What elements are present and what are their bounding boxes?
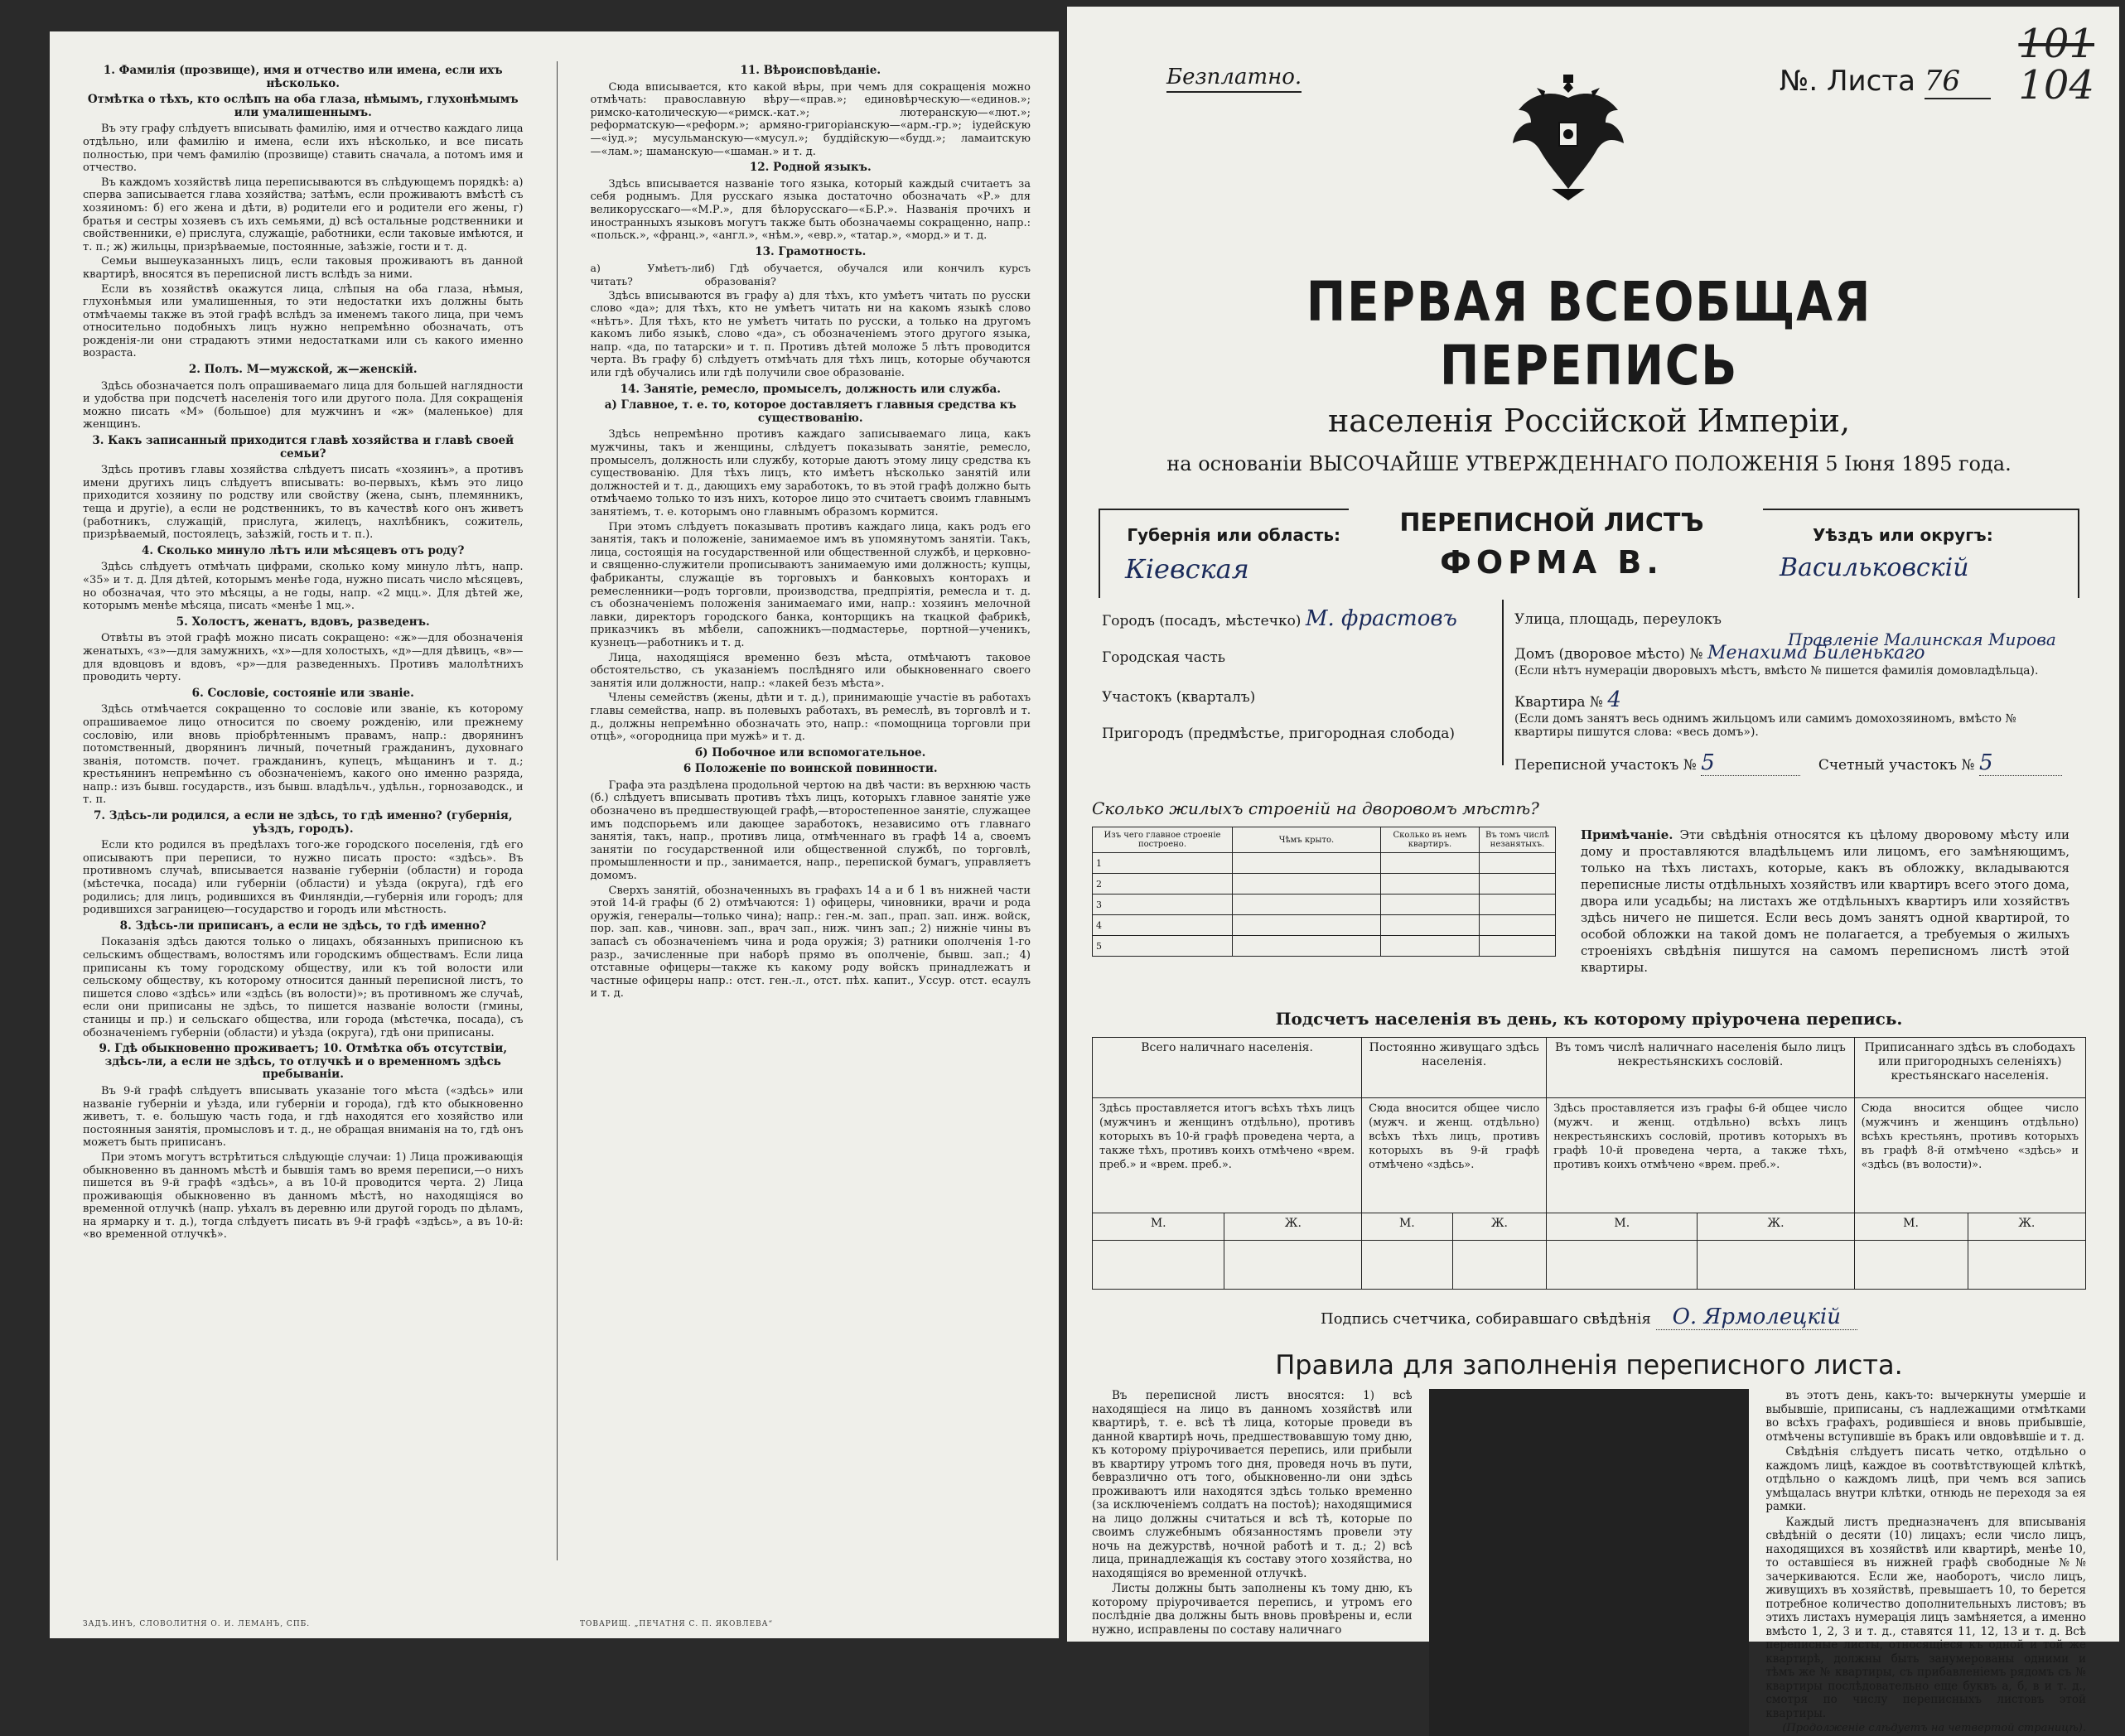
table-cell[interactable] xyxy=(1233,895,1381,915)
archive-number-old: 101 xyxy=(2018,21,2094,67)
paragraph: Отвѣты въ этой графѣ можно писать сокращено: «ж»—для обозначенія женатыхъ, «з»—для замужнихъ, «х»—для холостыхъ, «д»—для дѣвицъ, «в»—для вдовцовъ и вдовъ, «р»—для разведенныхъ. Противъ малолѣтнихъ проводить черту. xyxy=(83,632,524,684)
city-part-label: Городская часть xyxy=(1102,649,1226,666)
province-label: Губернія или область: xyxy=(1127,525,1340,545)
paragraph: Здѣсь вписываются въ графу а) для тѣхъ, кто умѣетъ читать по русски слово «да»; для тѣхъ, кто не умѣетъ читать ни на какомъ языкѣ слово «нѣтъ». Для тѣхъ, кто не умѣетъ читать по русски, а только на другомъ какомъ либо языкѣ, слово «да», съ обозначеніемъ этого другого языка, напр. «да, по татарски» и т. п. Противъ дѣтей моложе 5 лѣтъ проводится черта. Въ графу б) слѣдуетъ отмѣчать для тѣхъ лицъ, которые обучаются или гдѣ обучались или гдѣ получили свое образованіе. xyxy=(590,289,1031,380)
count-cell[interactable] xyxy=(1968,1241,2085,1290)
paragraph: Если въ хозяйствѣ окажутся лица, слѣпыя на оба глаза, нѣмыя, глухонѣмыя или умалишенныя, то эти недостатки ихъ должны быть отмѣчаемы также въ этой графѣ вслѣдъ за именемъ такого лица, при чемъ относительно подобныхъ лицъ нужно непремѣнно обозначать, отъ рожденія-ли они страдаютъ этими недостатками или съ какого именно возраста. xyxy=(83,282,524,360)
rule-paragraph: Каждый листъ предназначенъ для вписыванія свѣдѣній о десяти (10) лицахъ; если число лицъ, находящихся въ хозяйствѣ или квартирѣ, менѣе 10, то оставшіеся въ нижней графѣ свободные №№ зачеркиваются. Если же, наоборотъ, число лицъ, живущихъ въ хозяйствѣ, превышаетъ 10, то берется потребное количество дополнительныхъ листовъ; въ этихъ листахъ нумерація лицъ замѣняется, а именно вмѣсто 1, 2, 3 и т. д., ставятся 11, 12, 13 и т. д. Всѣ переписные листы, относящіеся къ одной и той же квартирѣ, должны быть занумерованы одними и тѣмъ же № квартиры, съ прибавленіемъ рядомъ съ № квартиры послѣдовательно еще буквъ а, б, в и т. д., смотря по числу переписныхъ листовъ этой квартиры. xyxy=(1765,1515,2087,1720)
signature-value[interactable]: О. Ярмолецкій xyxy=(1656,1304,1857,1330)
paragraph: Здѣсь вписывается названіе того языка, который каждый считаетъ за себя роднымъ. Для русскаго языка достаточно обозначать «Р.» для великорусскаго—«М.Р.», для бѣлорусскаго—«Б.Р.». Названія прочихъ и иностранныхъ языковъ могутъ также быть обозначаемы сокращенно, напр.: «польск.», «франц.», «англ.», «нѣм.», «евр.», «татар.», «морд.» и т. д. xyxy=(590,177,1031,243)
census-subtitle: населенія Россійской Имперіи, xyxy=(1327,403,1851,439)
section-heading: 3. Какъ записанный приходится главѣ хозяйства и главѣ своей семьи? xyxy=(92,434,514,461)
buildings-question: Сколько жилыхъ строеній на дворовомъ мѣстѣ? xyxy=(1092,798,1539,818)
male-label: М. xyxy=(1362,1213,1452,1241)
table-cell[interactable] xyxy=(1381,874,1480,895)
table-cell[interactable] xyxy=(1233,915,1381,936)
buildings-header: Изъ чего главное строеніе построено. xyxy=(1093,827,1233,853)
province-box xyxy=(1099,509,1349,598)
apartment-note: (Если домъ занятъ весь однимъ жильцомъ или самимъ домохозяиномъ, вмѣсто № квартиры пишутся слова: «весь домъ»). xyxy=(1514,712,2016,739)
section-heading: 12. Родной языкъ. xyxy=(749,161,872,175)
district-label: Уѣздъ или округъ: xyxy=(1813,525,1993,545)
signature-label: Подпись счетчика, собиравшаго свѣдѣнія xyxy=(1321,1310,1651,1328)
table-cell[interactable] xyxy=(1233,853,1381,874)
female-label: Ж. xyxy=(1224,1213,1362,1241)
section-heading: 13. Грамотность. xyxy=(755,244,867,258)
sheet-number-label: №. Листа xyxy=(1780,65,1915,98)
section-heading: 14. Занятіе, ремесло, промыселъ, должность или служба. xyxy=(620,382,1001,396)
paragraph: Здѣсь непремѣнно противъ каждаго записываемаго лица, какъ мужчины, такъ и женщины, слѣдуетъ показывать занятіе, ремесло, промыселъ, должность или службу, которые даютъ этому лицу средства къ существованію. Для тѣхъ лицъ, кто имѣетъ нѣсколько занятій или должностей и т. д., дающихъ ему заработокъ, то въ этой графѣ должно быть отмѣчаемо только то изъ нихъ, которое лицо это считаетъ своимъ главнымъ занятіемъ, т. е. которымъ оно главнымъ образомъ кормится. xyxy=(590,428,1031,518)
left-instructions-page xyxy=(50,31,1059,1638)
section-heading: Отмѣтка о тѣхъ, кто ослѣпъ на оба глаза, нѣмымъ, глухонѣмымъ или умалишеннымъ. xyxy=(87,93,519,119)
sheet-number-value: 76 xyxy=(1925,65,1991,99)
table-row xyxy=(1093,915,1556,936)
sheet-title: ПЕРЕПИСНОЙ ЛИСТЪ xyxy=(1399,509,1704,538)
table-cell[interactable] xyxy=(1381,895,1480,915)
address-divider xyxy=(1502,600,1504,765)
rule-paragraph: Свѣдѣнія слѣдуетъ писать четко, отдѣльно о каждомъ лицѣ, каждое въ соотвѣтствующей клѣткѣ, отдѣльно о каждомъ лицѣ, при чемъ вся запись умѣщалась внутри клѣтки, отнюдь не переходя за ея рамки. xyxy=(1765,1445,2087,1513)
archive-number-new: 104 xyxy=(2018,62,2094,108)
rule-paragraph: Въ переписной листъ вносятся: 1) всѣ находящіеся на лицо въ данномъ хозяйствѣ или квартирѣ, т. е. всѣ тѣ лица, которые проведи въ данной квартирѣ ночь, предшествовавшую тому дню, къ которому пріурочивается перепись, или прибыли въ квартиру утромъ того дня, проведя ночь въ пути, бевразлично отъ того, обыкновенно-ли они здѣсь проживаютъ или находятся здѣсь только временно (за исключеніемъ солдатъ на постоѣ); находящимися на лицо должны считаться и всѣ тѣ, которые по своимъ служебнымъ обязанностямъ провели эту ночь на дежурствѣ, ночной работѣ и т. д.; 2) всѣ лица, принадлежащія къ составу этого хозяйства, но находящіяся во временной отлучкѣ. xyxy=(1092,1389,1413,1580)
paragraph: Графа эта раздѣлена продольной чертою на двѣ части: въ верхнюю часть (б.) слѣдуетъ вписывать противъ тѣхъ лицъ, которыхъ главное занятіе уже обозначено въ предшествующей графѣ,—второстепенное занятіе, служащее имъ подспорьемъ или дающее заработокъ, независимо отъ главнаго занятія, такъ, напр., противъ лица, отмѣченнаго въ графѣ 14 а, своемъ занятіи по государственной или общественной службѣ, по торговлѣ, промышленности и пр., занимается, напр., перепиской бумагъ, управляетъ домомъ. xyxy=(590,779,1031,883)
paragraph: Если кто родился въ предѣлахъ того-же городского поселенія, гдѣ его описываютъ при переписи, то нужно писать просто: «здѣсь». Въ противномъ случаѣ, вписывается названіе губерніи (области) и города (мѣстечка, посада) или губерніи (области) и уѣзда (округа), гдѣ его родились; для лицъ, родившихся въ Финляндіи,—губернія или городъ; для родившихся заграницею—государство и городъ или мѣстность. xyxy=(83,839,524,917)
paragraph: Члены семействъ (жены, дѣти и т. д.), принимающіе участіе въ работахъ главы семейства, напр. въ полевыхъ работахъ, въ ремеслѣ, въ торговлѣ и т. д., должны непремѣнно обозначать это, напр.: «помощница торговли при отцѣ», «огородница при мужѣ» и т. д. xyxy=(590,692,1031,744)
male-label: М. xyxy=(1093,1213,1224,1241)
paragraph: Въ эту графу слѣдуетъ вписывать фамилію, имя и отчество каждаго лица отдѣльно, или фамилію и имена, если ихъ нѣсколько, и все писать полностью, при чемъ фамилію (прозвище) ставить сначала, а потомъ имя и отчество. xyxy=(83,123,524,175)
paragraph: Сюда вписывается, кто какой вѣры, при чемъ для сокращенія можно отмѣчать: православную вѣру—«прав.»; единовѣрческую—«единов.»; римско-католическую—«римск.-кат.»; лютеранскую—«лют.»; реформатскую—«реформ.»; армяно-григоріанскую—«арм.-гр.»; іудейскую—«іуд.»; мусульманскую—«мусул.»; буддійскую—«будд.»; ламаитскую—«лам.»; шаманскую—«шаман.» и т. д. xyxy=(590,80,1031,158)
table-cell[interactable] xyxy=(1480,895,1556,915)
house-note: (Если нѣтъ нумерацiи дворовыхъ мѣстъ, вмѣсто № пишется фамилiя домовладѣльца). xyxy=(1514,664,2039,678)
printer-imprint-right: ТОВАРИЩ. „ПЕЧАТНЯ С. П. ЯКОВЛЕВА“ xyxy=(580,1620,774,1628)
table-cell[interactable] xyxy=(1381,915,1480,936)
row-number: 5 xyxy=(1093,936,1233,957)
table-cell[interactable] xyxy=(1480,853,1556,874)
city-label: Городъ (посадъ, мѣстечко) xyxy=(1102,613,1302,629)
population-count-table xyxy=(1092,1037,2086,1290)
legal-basis: на основаніи ВЫСОЧАЙШЕ УТВЕРЖДЕННАГО ПОЛОЖЕНІЯ 5 Іюня 1895 года. xyxy=(1166,452,2012,475)
table-cell[interactable] xyxy=(1480,874,1556,895)
section-heading: 9. Гдѣ обыкновенно проживаетъ; 10. Отмѣтка объ отсутствіи, здѣсь-ли, а если не здѣсь, то отлучкѣ и о временномъ здѣсь пребываніи. xyxy=(99,1042,508,1082)
precinct-label: Участокъ (кварталъ) xyxy=(1102,689,1256,706)
pop-desc: Сюда вносится общее число (мужчинъ и женщинъ отдѣльно) всѣхъ крестьянъ, противъ которыхъ въ графѣ 8-й отмѣчено «здѣсь» и «здѣсь (въ волости)». xyxy=(1854,1098,2085,1213)
paragraph: Здѣсь противъ главы хозяйства слѣдуетъ писать «хозяинъ», а противъ имени другихъ лицъ слѣдуетъ вписывать: во-первыхъ, кѣмъ это лицо приходится хозяину по родству или свойству (жена, сынъ, племянникъ, теща и другіе), а если не родственникъ, то въ качествѣ кого онъ живетъ (работникъ, служащій, прислуга, жилецъ, нахлѣбникъ, сожитель, призрѣваемый, постоялецъ, заѣзжій, гость и т. п.). xyxy=(83,464,524,542)
note-text: Эти свѣдѣнія относятся къ цѣлому дворовому мѣсту или дому и проставляются владѣльцемъ или лицомъ, его замѣняющимъ, только на тѣхъ листахъ, которые, какъ въ обложку, вкладываются переписные листы отдѣльныхъ хозяйствъ или квартиръ всего этого дома, двора или усадьбы; на листахъ же отдѣльныхъ квартиръ или хозяйствъ здѣсь ничего не пишется. Если весь домъ занятъ одной квартирой, то особой обложки на такой домъ не полагается, а требуемыя о жилыхъ строеніяхъ свѣдѣнія пишутся на самомъ переписномъ листѣ этой квартиры. xyxy=(1581,827,2069,975)
rules-title: Правила для заполненія переписного листа. xyxy=(1275,1349,1903,1381)
table-row xyxy=(1093,936,1556,957)
section-heading: 11. Вѣроисповѣданіе. xyxy=(740,64,881,77)
pop-header: Приписаннаго здѣсь въ слободахъ или пригородныхъ селеніяхъ) крестьянскаго населенія. xyxy=(1854,1038,2085,1098)
enumerator-signature-row xyxy=(1092,1304,2086,1329)
row-number: 1 xyxy=(1093,853,1233,874)
free-label: Безплатно. xyxy=(1166,65,1302,93)
count-cell[interactable] xyxy=(1362,1241,1452,1290)
house-owner-value[interactable]: Правленіе Малинская Мирова xyxy=(1788,629,2056,649)
count-district-value[interactable]: 5 xyxy=(1979,750,2062,776)
sub-heading: а) Умѣетъ-ли читать? xyxy=(590,262,705,287)
column-divider xyxy=(557,61,558,1560)
table-cell[interactable] xyxy=(1381,936,1480,957)
paragraph: При этомъ слѣдуетъ показывать противъ каждаго лица, какъ родъ его занятія, такъ и положеніе, занимаемое имъ въ упомянутомъ занятіи. Такъ, лица, состоящія на государственной или общественной службѣ, и церковно-и священно-служители прописываютъ занимаемую ими должность; купцы, фабриканты, служащіе въ торговыхъ и банковыхъ конторахъ и ремесленники—родъ торговли, производства, предпріятія, ремесла и т. д. съ обозначеніемъ положенія занимаемаго ими, напр.: хозяинъ мелочной лавки, директоръ городского банка, конторщикъ на ткацкой фабрикѣ, приказчикъ въ мѣбели, сапожникъ—подмастерье, портной—ученикъ, кузнецъ—работникъ и т. д. xyxy=(590,520,1031,649)
count-cell[interactable] xyxy=(1854,1241,1968,1290)
district-value[interactable]: Васильковскій xyxy=(1780,553,1969,582)
form-type: ФОРМА В. xyxy=(1440,544,1664,581)
table-cell[interactable] xyxy=(1233,936,1381,957)
paragraph: Сверхъ занятій, обозначенныхъ въ графахъ 14 а и б 1 въ нижней части этой 14-й графы (б 2) отмѣчаются: 1) офицеры, чиновники, врачи и рода оружія, генералы—только чина); напр.: ген.-м. зап., прап. зап. инж. войск, пор. зап. кав., чиновн. зап., врач зап., ниж. чинъ зап.; 2) нижніе чины въ запасѣ съ обозначеніемъ чина и рода оружія; 3) ратники ополченія 1-го разр., зачисленные при наборѣ прямо въ ополченіе, бывш. зап.; 4) отставные офицеры—также къ какому роду войскъ принадлежатъ и частные офицеры напр.: отст. ген.-л., отст. пѣх. капит., Уссур. отст. есаулъ и т. д. xyxy=(590,884,1031,1001)
male-label: М. xyxy=(1854,1213,1968,1241)
census-title: ПЕРВАЯ ВСЕОБЩАЯ ПЕРЕПИСЬ xyxy=(1306,270,1872,398)
section-heading: 1. Фамилія (прозвище), имя и отчество или имена, если ихъ нѣсколько. xyxy=(103,64,503,90)
female-label: Ж. xyxy=(1698,1213,1854,1241)
row-number: 3 xyxy=(1093,895,1233,915)
population-count-title: Подсчетъ населенія въ день, къ которому пріурочена перепись. xyxy=(1275,1009,1903,1029)
note-title: Примѣчаніе. xyxy=(1581,827,1673,842)
section-heading: 7. Здѣсь-ли родился, а если не здѣсь, то гдѣ именно? (губернія, уѣздъ, городъ). xyxy=(93,809,513,836)
instructions-column-1 xyxy=(83,61,524,1560)
section-heading: 6 Положеніе по воинской повинности. xyxy=(683,762,938,776)
paragraph: При этомъ могутъ встрѣтиться слѣдующіе случаи: 1) Лица проживающія обыкновенно въ данномъ мѣстѣ и бывшія тамъ во время переписи,—о нихъ пишется въ 9-й графѣ «здѣсь», а въ 10-й проводится черта. 2) Лица проживающія обыкновенно въ данномъ мѣстѣ, но находящіяся во временной отлучкѣ (напр. уѣхалъ въ деревню или другой городъ по дѣламъ, на ярмарку и т. д.), тогда слѣдуетъ писать въ 9-й графѣ «здѣсь», а въ 10-й: «во временной отлучкѣ». xyxy=(83,1150,524,1242)
paragraph: Въ 9-й графѣ слѣдуетъ вписывать указаніе того мѣста («здѣсь» или названіе губерніи и уѣзда, или губерніи и города), гдѣ кто обыкновенно живетъ, т. е. большую часть года, и гдѣ находятся его хозяйство или постоянныя занятія, промысловъ и т. д., не обращая вниманія на то, гдѣ онъ можетъ быть приписанъ. xyxy=(83,1084,524,1150)
apartment-label: Квартира № xyxy=(1514,694,1603,711)
female-label: Ж. xyxy=(1968,1213,2085,1241)
section-heading: б) Побочное или вспомогательное. xyxy=(695,745,926,760)
pop-desc: Сюда вносится общее число (мужч. и женщ. отдѣльно) всѣхъ тѣхъ лицъ, противъ которыхъ въ 9-й графѣ отмѣчено «здѣсь». xyxy=(1362,1098,1547,1213)
rules-divider xyxy=(1429,1389,1750,1736)
section-heading: 8. Здѣсь-ли приписанъ, а если не здѣсь, то гдѣ именно? xyxy=(119,919,486,933)
rules-column-left xyxy=(1092,1389,1413,1736)
continuation-note: (Продолженіе слѣдуетъ на четвертой страницѣ). xyxy=(1782,1722,2087,1734)
census-district-value[interactable]: 5 xyxy=(1701,750,1800,776)
row-number: 4 xyxy=(1093,915,1233,936)
female-label: Ж. xyxy=(1452,1213,1547,1241)
pop-desc: Здѣсь проставляется изъ графы 6-й общее число (мужч. и женщ. отдѣльно) всѣхъ лицъ некрестьянскихъ сословій, противъ которыхъ въ графѣ 10-й проведена черта, а также тѣхъ, противъ коихъ отмѣчено «врем. преб.». xyxy=(1547,1098,1854,1213)
table-cell[interactable] xyxy=(1233,874,1381,895)
section-heading: 5. Холостъ, женатъ, вдовъ, разведенъ. xyxy=(176,615,430,629)
paragraph: Здѣсь слѣдуетъ отмѣчать цифрами, сколько кому минуло лѣтъ, напр. «35» и т. д. Для дѣтей, которымъ менѣе года, нужно писать число мѣсяцевъ, но обозначая, что это мѣсяцы, а не годы, напр. «2 мцц.». Для дѣтей же, которымъ менѣе мѣсяца, писать «менѣе 1 мц.». xyxy=(83,561,524,613)
buildings-header: Въ томъ числѣ незанятыхъ. xyxy=(1480,827,1556,853)
street-label: Улица, площадь, переулокъ xyxy=(1514,611,1722,628)
instructions-column-2 xyxy=(591,61,1031,1560)
paragraph: Семьи вышеуказанныхъ лицъ, если таковыя проживаютъ въ данной квартирѣ, вносятся въ переписной листъ вслѣдъ за ними. xyxy=(83,255,524,281)
buildings-table xyxy=(1092,827,1556,957)
table-cell[interactable] xyxy=(1480,915,1556,936)
count-cell[interactable] xyxy=(1093,1241,1224,1290)
male-label: М. xyxy=(1547,1213,1698,1241)
city-value[interactable]: М. фрастовъ xyxy=(1305,606,1457,631)
house-label: Домъ (дворовое мѣсто) № xyxy=(1514,646,1703,663)
pop-header: Постоянно живущаго здѣсь населенія. xyxy=(1362,1038,1547,1098)
table-row xyxy=(1093,853,1556,874)
pop-desc: Здѣсь проставляется итогъ всѣхъ тѣхъ лицъ (мужчинъ и женщинъ отдѣльно), противъ которыхъ въ 10-й графѣ проведена черта, а также тѣхъ, противъ коихъ отмѣчено «врем. преб.» и «врем. преб.». xyxy=(1093,1098,1362,1213)
double-headed-eagle-icon xyxy=(1506,73,1630,205)
table-cell[interactable] xyxy=(1381,853,1480,874)
section-heading: а) Главное, т. е. то, которое доставляетъ главныя средства къ существованію. xyxy=(604,398,1017,425)
rules-section xyxy=(1092,1389,2086,1736)
archive-numbers xyxy=(2018,23,2094,106)
count-cell[interactable] xyxy=(1698,1241,1854,1290)
paragraph: Здѣсь обозначается полъ опрашиваемаго лица для большей наглядности и удобства при подсчетѣ населенія того или другого пола. Для сокращенія можно писать «М» (большое) для мужчинъ и «ж» (маленькое) для женщинъ. xyxy=(83,379,524,432)
count-cell[interactable] xyxy=(1452,1241,1547,1290)
form-heading xyxy=(1357,509,1746,581)
buildings-header: Сколько въ немъ квартиръ. xyxy=(1381,827,1480,853)
census-form-page xyxy=(1067,7,2119,1734)
section-heading: 2. Полъ. М—мужской, ж—женскій. xyxy=(188,363,418,377)
paragraph: Лица, находящіяся временно безъ мѣста, отмѣчаютъ таковое обстоятельство, съ указаніемъ послѣдняго или обыкновеннаго своего занятія или должности, напр.: «лакей безъ мѣста». xyxy=(590,651,1031,690)
printer-imprint-left: ЗАДЪ.ИНЪ, СЛОВОЛИТНЯ О. И. ЛЕМАНЪ, СПБ. xyxy=(83,1620,311,1628)
count-cell[interactable] xyxy=(1547,1241,1698,1290)
census-district-label: Переписной участокъ № xyxy=(1514,757,1697,774)
address-section xyxy=(1092,600,2086,790)
row-number: 2 xyxy=(1093,874,1233,895)
district-box xyxy=(1763,509,2079,598)
house-value[interactable]: Менахима Биленькаго xyxy=(1707,643,1925,663)
sub-heading: б) Гдѣ обучается, обучался или кончилъ курсъ образованія? xyxy=(704,262,1031,287)
table-row xyxy=(1093,874,1556,895)
section-heading: 4. Сколько минуло лѣтъ или мѣсяцевъ отъ роду? xyxy=(142,543,465,557)
rule-paragraph: Листы должны быть заполнены къ тому дню, къ которому пріурочивается перепись, и утромъ его послѣдніе два должны быть вновь провѣрены и, если нужно, исправлены по составу наличнаго xyxy=(1092,1582,1413,1637)
province-value[interactable]: Кіевская xyxy=(1125,553,1249,585)
table-row xyxy=(1093,895,1556,915)
sub-headings xyxy=(591,262,1031,287)
paragraph: Въ каждомъ хозяйствѣ лица переписываются въ слѣдующемъ порядкѣ: а) сперва записывается глава хозяйства; затѣмъ, если проживаютъ вмѣстѣ съ хозяиномъ: б) его жена и дѣти, в) родители его и родители его жены, г) братья и сестры хозяевъ съ ихъ семьями, д) всѣ остальные родственники и свойственники, е) прислуга, служащіе, работники, если таковые имѣются, и т. п.; ж) жильцы, призрѣваемые, постоянные, заѣзжіе, гости и т. д. xyxy=(83,176,524,253)
pop-header: Всего наличнаго населенія. xyxy=(1093,1038,1362,1098)
rule-paragraph: въ этотъ день, какъ-то: вычеркнуты умершіе и выбывшіе, приписаны, съ надлежащими отмѣтками во всѣхъ графахъ, родившіеся и вновь прибывшіе, отмѣчены вступившіе въ бракъ или овдовѣвшіе и т. д. xyxy=(1765,1389,2087,1444)
count-cell[interactable] xyxy=(1224,1241,1362,1290)
paragraph: Здѣсь отмѣчается сокращенно то сословіе или званіе, къ которому опрашиваемое лицо относится по своему рожденію, или прежнему сословію, или вновь пріобрѣтеннымъ правамъ, напр.: дворянинъ потомственный, дворянинъ личный, почетный гражданинъ, духовнаго званія, потомств. почет. гражданинъ, купецъ, мѣщанинъ и т. д.; крестьянинъ непремѣнно съ обозначеніемъ, какого оно именно разряда, напр.: изъ бывш. государств., изъ бывш. владѣльч., удѣльн., горнозаводск., и т. п. xyxy=(83,703,524,807)
buildings-header: Чѣмъ крыто. xyxy=(1233,827,1381,853)
sheet-number xyxy=(1780,65,1991,99)
paragraph: Показанія здѣсь даются только о лицахъ, обязанныхъ приписною къ сельскимъ обществамъ, волостямъ или городскимъ обществамъ. Если лица приписаны къ тому городскому обществу, или къ той волости или сельскому обществу, къ которому относится данный переписной листъ, то пишется слово «здѣсь» или «здѣсь (въ волости)»; въ противномъ же случаѣ, если они приписаны не здѣсь, то пишется названіе волости (гмины, станицы и пр.) и сельскаго общества, или города (мѣстечка, посада), съ обозначеніемъ губерніи (области) и уѣзда (округа), гдѣ они приписаны. xyxy=(83,936,524,1039)
section-heading: 6. Сословіе, состояніе или званіе. xyxy=(191,686,414,700)
suburb-label: Пригородъ (предмѣстье, пригородная слобода) xyxy=(1102,726,1456,742)
buildings-note xyxy=(1581,827,2069,976)
pop-header: Въ томъ числѣ наличнаго населенія было лицъ некрестьянскихъ сословій. xyxy=(1547,1038,1854,1098)
table-cell[interactable] xyxy=(1480,936,1556,957)
count-district-label: Счетный участокъ № xyxy=(1818,757,1975,774)
rules-column-right xyxy=(1765,1389,2086,1736)
apartment-value[interactable]: 4 xyxy=(1607,687,1621,712)
